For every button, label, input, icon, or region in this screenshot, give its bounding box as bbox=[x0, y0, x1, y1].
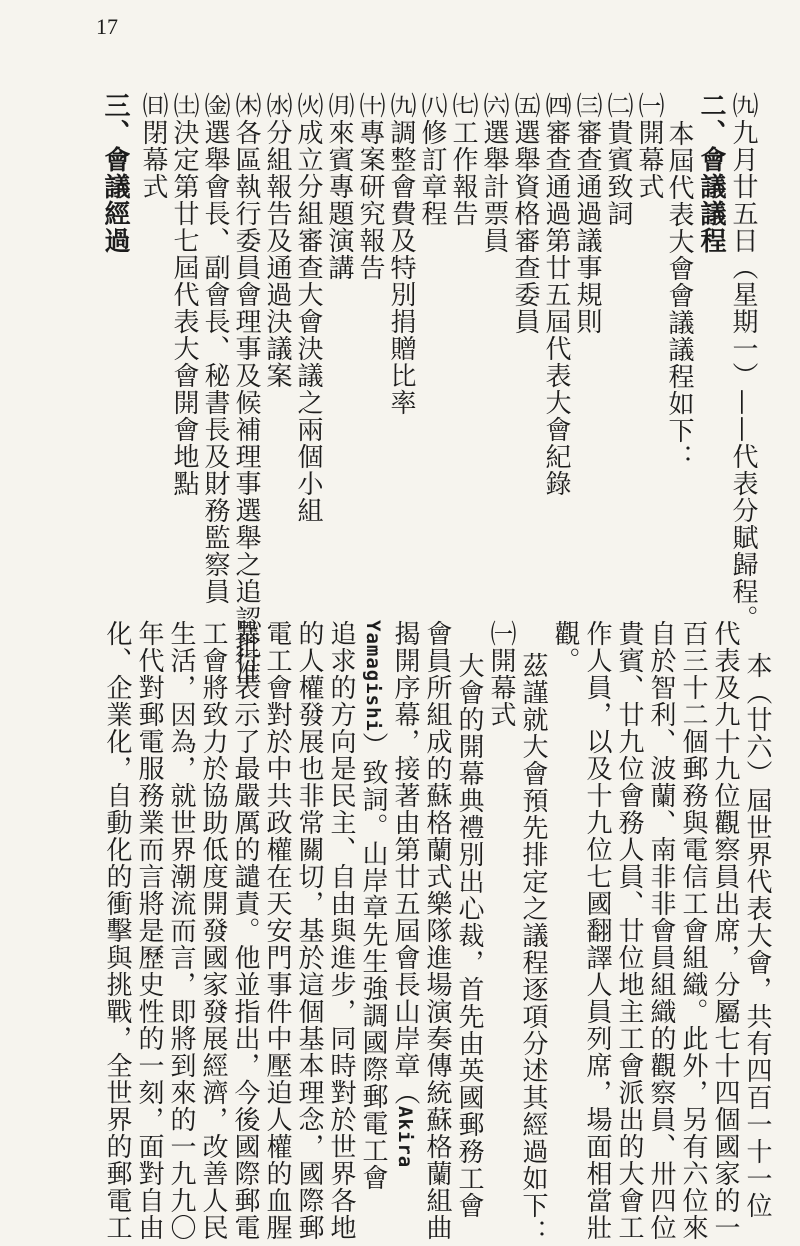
latin-name: Akira bbox=[394, 1106, 416, 1169]
body-line: 化、企業化，自動化的衝擊與挑戰，全世界的郵電工 bbox=[102, 620, 132, 1241]
section-heading-process: 三、會議經過 bbox=[100, 92, 130, 254]
body-line: 會員所組成的蘇格蘭式樂隊進場演奏傳統蘇格蘭組曲 bbox=[422, 620, 452, 1241]
agenda-item: ㈡貴賓致詞 bbox=[603, 92, 633, 227]
agenda-item: ㈫成立分組審查大會決議之兩個小組 bbox=[293, 92, 323, 524]
body-line: 貴賓、廿九位會務人員、廿位地主工會派出的大會工 bbox=[614, 620, 644, 1241]
agenda-item: ㈦工作報告 bbox=[448, 92, 478, 227]
body-line bbox=[358, 620, 388, 1191]
body-line: 的人權發展也非常關切，基於這個基本理念，國際郵 bbox=[294, 620, 324, 1241]
agenda-intro: 本屆代表大會會議議程如下： bbox=[664, 120, 694, 471]
section-heading-agenda: 二、會議議程 bbox=[696, 92, 726, 254]
body-line-text: ）致詞。山岸章先生強調國際郵電工會 bbox=[358, 731, 388, 1191]
body-line: 電工會對於中共政權在天安門事件中壓迫人權的血腥 bbox=[262, 620, 292, 1241]
body-line: 代表及九十九位觀察員出席，分屬七十四個國家的一 bbox=[710, 620, 740, 1241]
body-line: 工會將致力於協助低度開發國家發展經濟，改善人民 bbox=[198, 620, 228, 1241]
schedule-line: ㈨九月廿五日（星期一）——代表分賦歸程。 bbox=[728, 92, 758, 632]
agenda-item: ㈰閉幕式 bbox=[138, 92, 168, 200]
body-line: 暴行表示了最嚴厲的譴責。他並指出，今後國際郵電 bbox=[230, 620, 260, 1241]
body-line bbox=[390, 620, 420, 1168]
agenda-item: ㈯決定第廿七屆代表大會開會地點 bbox=[169, 92, 199, 497]
body-line: 自於智利、波蘭、南非非會員組織的觀察員、卅四位 bbox=[646, 620, 676, 1241]
agenda-item: ㈮選舉會長、副會長、秘書長及財務監察員 bbox=[200, 92, 230, 605]
agenda-item: ㈤選舉資格審查委員 bbox=[510, 92, 540, 335]
body-line: 百三十二個郵務與電信工會組織。此外，另有六位來 bbox=[678, 620, 708, 1241]
agenda-item: ㈪來賓專題演講 bbox=[324, 92, 354, 281]
body-line: 大會的開幕典禮別出心裁，首先由英國郵務工會 bbox=[454, 652, 484, 1219]
body-line: 作人員，以及十九位七國翻譯人員列席，場面相當壯 bbox=[582, 620, 612, 1241]
body-line: 年代對郵電服務業而言將是歷史性的一刻，面對自由 bbox=[134, 620, 164, 1241]
agenda-item: ㈣審查通過第廿五屆代表大會紀錄 bbox=[541, 92, 571, 497]
agenda-item: ㈨調整會費及特別捐贈比率 bbox=[386, 92, 416, 416]
body-line: 茲謹就大會預先排定之議程逐項分述其經過如下： bbox=[518, 652, 548, 1246]
body-line: 追求的方向是民主、自由與進步，同時對於世界各地 bbox=[326, 620, 356, 1241]
latin-name: Yamagishi bbox=[362, 620, 384, 732]
body-line-text: 揭開序幕，接著由第廿五屆會長山岸章（ bbox=[390, 620, 420, 1106]
body-line: 觀。 bbox=[550, 620, 580, 674]
agenda-item: ㈧修訂章程 bbox=[417, 92, 447, 227]
body-line: 生活，因為，就世界潮流而言，即將到來的一九九〇 bbox=[166, 620, 196, 1241]
page-number: 17 bbox=[96, 14, 118, 39]
agenda-item: ㈭各區執行委員會理事及候補理事選舉之追認批准 bbox=[231, 92, 261, 686]
agenda-item: ㈠開幕式 bbox=[634, 92, 664, 200]
agenda-item: ㈬分組報告及通過決議案 bbox=[262, 92, 292, 389]
subsection-heading-opening: ㈠開幕式 bbox=[486, 620, 516, 728]
body-line: 本（廿六）屆世界代表大會，共有四百一十一位 bbox=[742, 652, 772, 1219]
agenda-item: ㈥選舉計票員 bbox=[479, 92, 509, 254]
agenda-item: ㈢審查通過議事規則 bbox=[572, 92, 602, 335]
agenda-item: ㈩專案研究報告 bbox=[355, 92, 385, 281]
